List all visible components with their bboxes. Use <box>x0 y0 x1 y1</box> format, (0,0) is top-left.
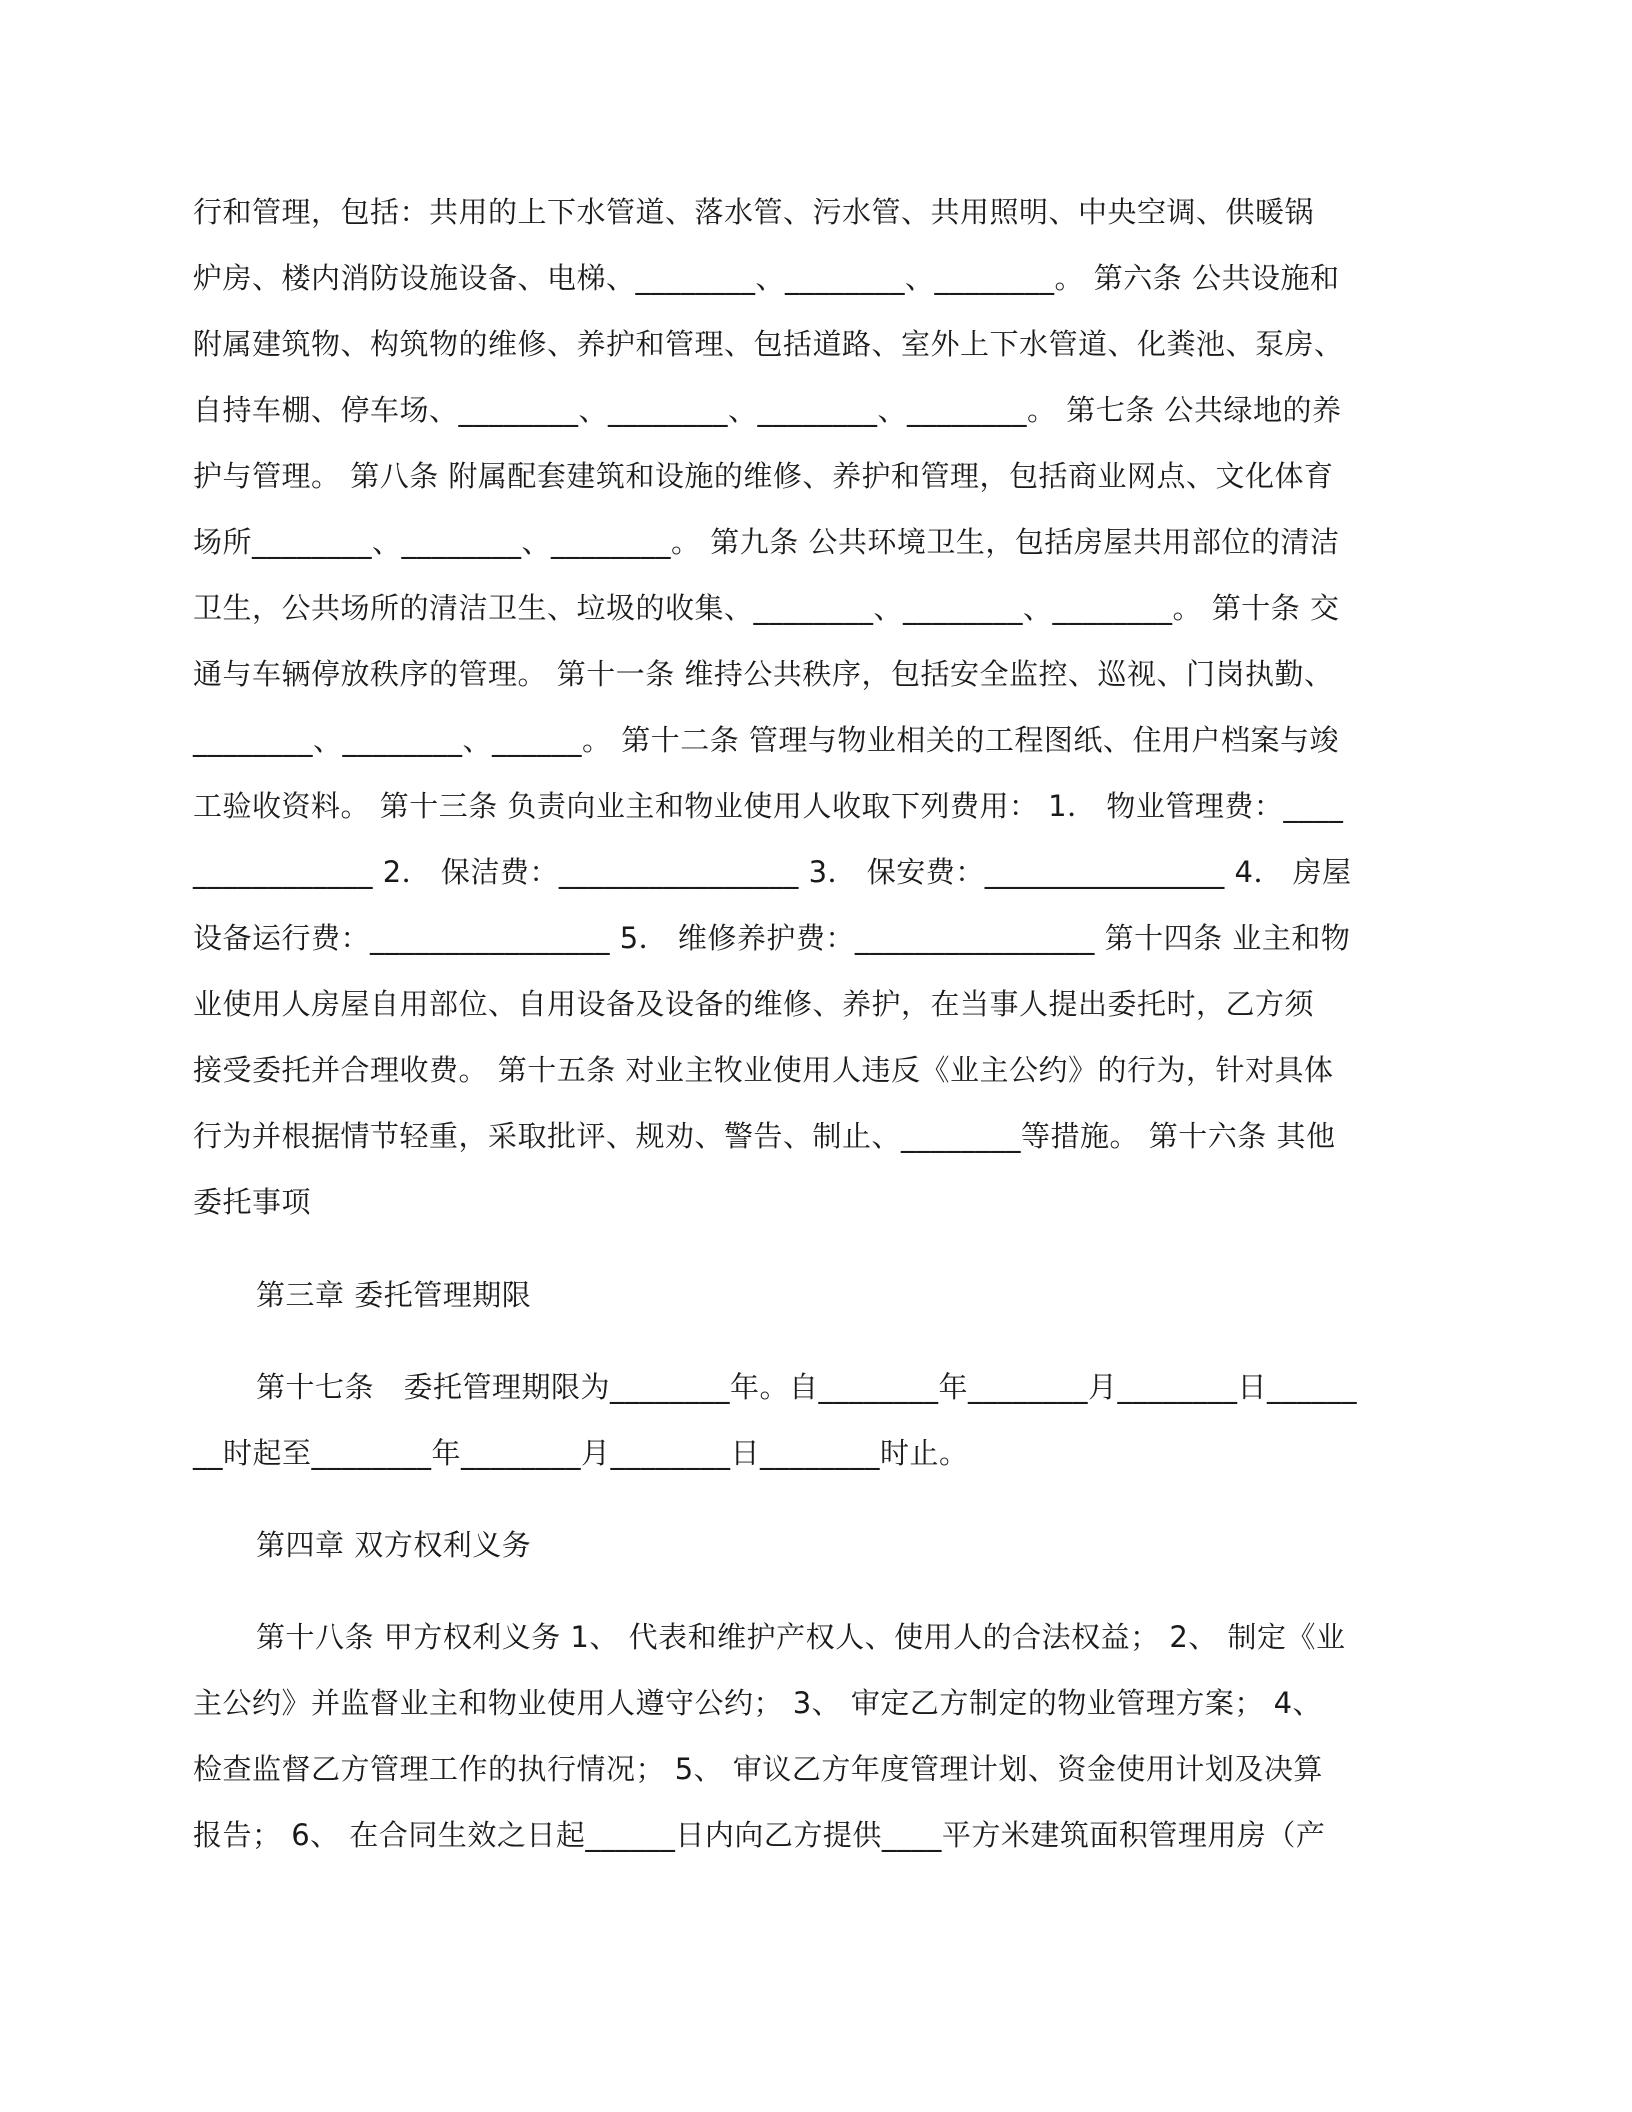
text-line: 业使用人房屋自用部位、自用设备及设备的维修、养护，在当事人提出委托时，乙方须 <box>193 987 1315 1021</box>
chapter-3-paragraph <box>193 1354 1433 1486</box>
text-line: 主公约》并监督业主和物业使用人遵守公约； 3、 审定乙方制定的物业管理方案； 4、 <box>193 1686 1323 1720</box>
text-line: 卫生，公共场所的清洁卫生、垃圾的收集、________、________、________。 第十条 交 <box>193 591 1340 625</box>
text-line: ________、________、______。 第十二条 管理与物业相关的工程图纸、住用户档案与竣 <box>193 723 1339 757</box>
text-line: 接受委托并合理收费。 第十五条 对业主牧业使用人违反《业主公约》的行为，针对具体 <box>193 1053 1334 1087</box>
text-line: 自持车棚、停车场、________、________、________、________。 第七条 公共绿地的养 <box>193 393 1342 427</box>
text-line: 护与管理。 第八条 附属配套建筑和设施的维修、养护和管理，包括商业网点、文化体育 <box>193 459 1334 493</box>
text-line: 设备运行费：________________ 5． 维修养护费：________________ 第十四条 业主和物 <box>193 921 1351 955</box>
text-line: 行为并根据情节轻重，采取批评、规劝、警告、制止、________等措施。 第十六条 其他 <box>193 1119 1336 1153</box>
text-line: 附属建筑物、构筑物的维修、养护和管理、包括道路、室外上下水管道、化粪池、泵房、 <box>193 327 1344 361</box>
chapter-4-heading: 第四章 双方权利义务 <box>256 1528 532 1562</box>
text-line: 通与车辆停放秩序的管理。 第十一条 维持公共秩序，包括安全监控、巡视、门岗执勤、 <box>193 657 1334 691</box>
text-line: 炉房、楼内消防设施设备、电梯、________、________、________。 第六条 公共设施和 <box>193 261 1340 295</box>
contract-body-paragraph <box>193 179 1433 1235</box>
text-line: 场所________、________、________。 第九条 公共环境卫生，包括房屋共用部位的清洁 <box>193 525 1340 559</box>
text-line: ____________ 2． 保洁费：________________ 3． 保安费：________________ 4． 房屋 <box>193 855 1352 889</box>
text-line: 第十八条 甲方权利义务 1、 代表和维护产权人、使用人的合法权益； 2、 制定《业 <box>256 1620 1346 1654</box>
chapter-3-heading: 第三章 委托管理期限 <box>256 1278 532 1312</box>
text-line: 检查监督乙方管理工作的执行情况； 5、 审议乙方年度管理计划、资金使用计划及决算 <box>193 1752 1323 1786</box>
text-line: 行和管理，包括：共用的上下水管道、落水管、污水管、共用照明、中央空调、供暖锅 <box>193 195 1315 229</box>
text-line: 委托事项 <box>193 1185 312 1219</box>
text-line: __时起至________年________月________日________时止。 <box>193 1436 969 1470</box>
text-line: 第十七条 委托管理期限为________年。自________年________月________日______ <box>256 1370 1358 1404</box>
text-line: 报告； 6、 在合同生效之日起______日内向乙方提供____平方米建筑面积管理用房（产 <box>193 1818 1326 1852</box>
text-line: 工验收资料。 第十三条 负责向业主和物业使用人收取下列费用： 1． 物业管理费：____ <box>193 789 1344 823</box>
chapter-4-paragraph <box>193 1604 1433 1868</box>
